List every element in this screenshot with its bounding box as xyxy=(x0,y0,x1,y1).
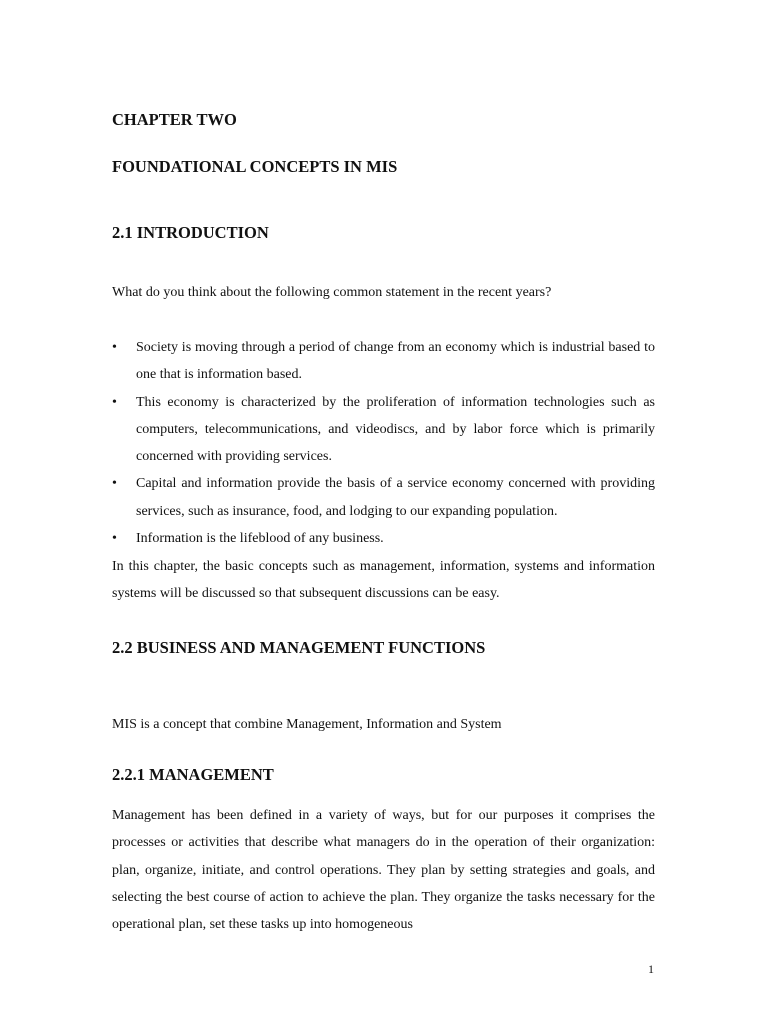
section-heading-business-management: 2.2 BUSINESS AND MANAGEMENT FUNCTIONS xyxy=(112,638,486,657)
bullet-icon: • xyxy=(112,340,117,355)
intro-question: What do you think about the following common statement in the recent years? xyxy=(112,285,552,300)
section-heading-introduction: 2.1 INTRODUCTION xyxy=(112,223,269,242)
chapter-title: FOUNDATIONAL CONCEPTS IN MIS xyxy=(112,157,398,176)
bullet-icon: • xyxy=(112,394,117,410)
bullet-icon: • xyxy=(112,476,117,492)
bullet-text: Information is the lifeblood of any business. xyxy=(136,531,384,547)
intro-bullet-list xyxy=(112,334,655,552)
management-paragraph: Management has been defined in a variety of ways, but for our purposes it comprises the processes or activities that describe what managers do in the operation of their organization: plan, organize, initiate, and control operations. They plan by setting strategies and goals, and selecting the best course of action to achieve the plan. They organize the tasks necessary for the operational plan, set these tasks up into homogeneous xyxy=(112,808,655,933)
business-paragraph: MIS is a concept that combine Management, Information and System xyxy=(112,717,502,732)
list-item xyxy=(112,334,655,389)
intro-closing-paragraph: In this chapter, the basic concepts such as management, information, systems and information systems will be discussed so that subsequent discussions can be easy. xyxy=(112,559,655,602)
list-item xyxy=(112,470,655,525)
bullet-text: Capital and information provide the basis of a service economy concerned with providing services, such as insurance, food, and lodging to our expanding population. xyxy=(136,476,655,519)
bullet-text: Society is moving through a period of change from an economy which is industrial based to one that is information based. xyxy=(136,340,655,383)
list-item xyxy=(112,389,655,471)
subsection-heading-management: 2.2.1 MANAGEMENT xyxy=(112,765,274,784)
page-number: 1 xyxy=(648,962,654,976)
list-item xyxy=(112,525,655,552)
bullet-icon: • xyxy=(112,531,117,547)
bullet-text: This economy is characterized by the proliferation of information technologies such as computers, telecommunications, and videodiscs, and by labor force which is primarily concerned with providing services. xyxy=(136,394,655,465)
chapter-label: CHAPTER TWO xyxy=(112,110,237,129)
